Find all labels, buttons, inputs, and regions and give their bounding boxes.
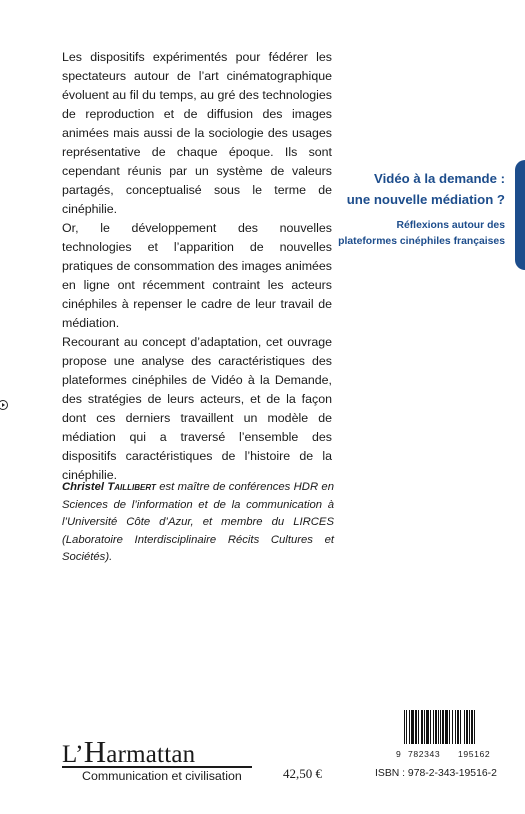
barcode-digit-first: 9 [396,749,402,759]
author-last-name: Taillibert [107,481,156,493]
blurb-paragraph-2: Or, le développement des nouvelles technologies et l’apparition de nouvelles pratiques de consommation des images animées en ligne ont récemment contraint les acteurs cinéphiles à repenser le cadre de leur travail de médiation. [62,221,332,330]
publisher-initial: H [83,734,107,769]
publisher-wordmark [62,734,252,770]
barcode [396,710,504,759]
book-subtitle [315,218,505,250]
barcode-group-2: 195162 [458,749,491,759]
price: 42,50 € [283,766,322,781]
author-name [62,481,156,493]
collection-name: Communication et civilisation [82,768,242,783]
back-cover-blurb [62,48,332,485]
book-title-line-1: Vidéo à la demande : [374,171,505,186]
book-title-line-2: une nouvelle médiation ? [346,192,505,207]
barcode-group-1: 782343 [408,749,441,759]
isbn: ISBN : 978-2-343-19516-2 [375,768,497,779]
blurb-paragraph-3: Recourant au concept d’adaptation, cet ouvrage propose une analyse des caractéristiques des plateformes cinéphiles de Vidéo à la Demande, des stratégies de leurs acteurs, et de la façon dont ces derniers travaillent un modèle de médiation qui a traversé l’ensemble des dispositifs caractéristiques de l’histoire de la cinéphilie. [62,335,332,482]
barcode-bars [404,710,504,744]
book-title [315,168,505,210]
side-color-tab [515,160,525,270]
author-first-name: Christel [62,481,105,493]
blurb-paragraph-1: Les dispositifs expérimentés pour fédérer les spectateurs autour de l’art cinématographique évoluent au fil du temps, au gré des technologies de reproduction et de diffusion des images animées mais aussi de la sociologie des usages représentative de chaque époque. Ils sont cependant réunis par un système de valeurs partagés, conceptualisé sous le terme de cinéphilie. [62,50,332,216]
book-title-block [315,168,505,250]
author-bio-text: est maître de conférences HDR en Sciences de l’information et de la communication à l’Université Côte d’Azur, et membre du LIRCES (Laboratoire Interdisciplinaire Récits Cultures et Sociétés). [62,481,334,564]
book-subtitle-line-1: Réflexions autour des [396,220,505,231]
play-circle-icon[interactable] [0,400,8,410]
publisher-name-rest: armattan [106,741,196,768]
author-bio [62,479,334,567]
book-subtitle-line-2: plateformes cinéphiles françaises [338,236,505,247]
publisher-prefix: L’ [62,741,84,768]
publisher-logo [62,734,252,783]
barcode-digits [396,749,504,759]
